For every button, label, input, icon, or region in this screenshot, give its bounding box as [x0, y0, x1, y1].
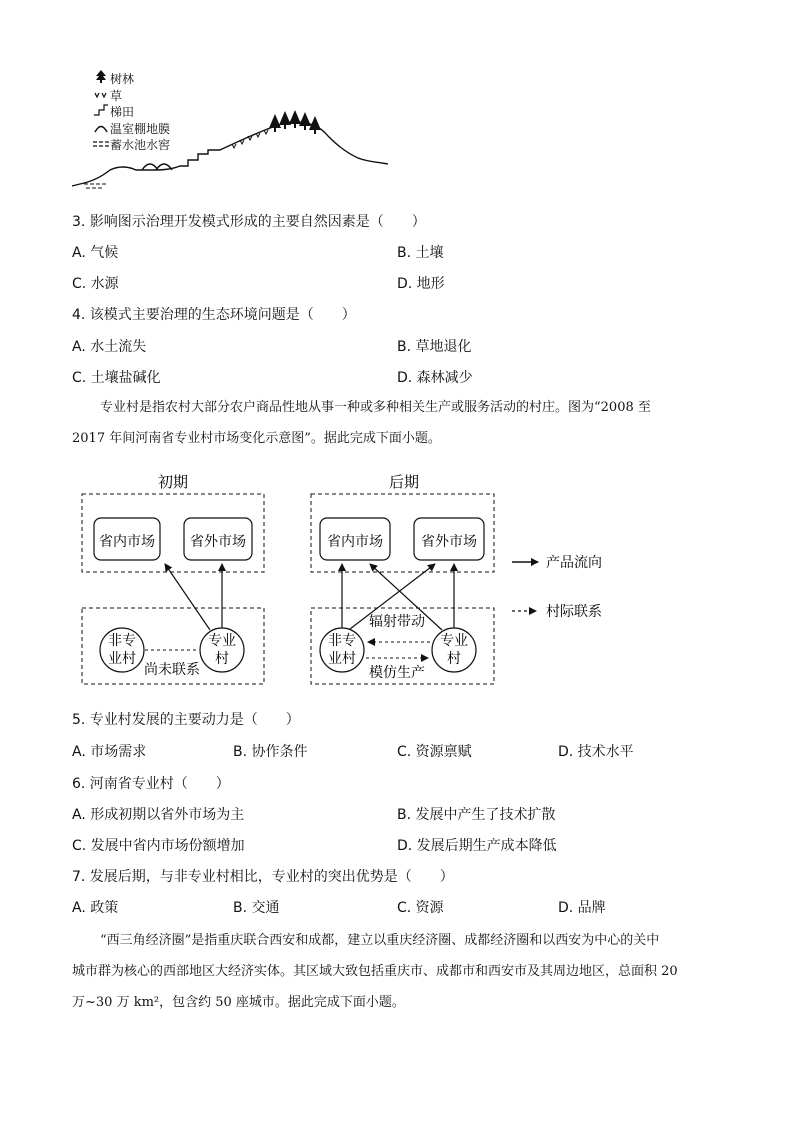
market-diagram [70, 466, 630, 692]
late-village-l2: 村 [447, 651, 461, 667]
early-arrow-in [165, 564, 210, 630]
late-market-in: 省内市场 [327, 534, 383, 550]
late-non-village-l2: 业村 [328, 651, 356, 667]
late-imitation: 模仿生产 [369, 665, 425, 681]
option-d[interactable]: D. 技术水平 [558, 744, 634, 760]
option-b[interactable]: B. 土壤 [397, 245, 444, 261]
passage2-line2: 城市群为核心的西部地区大经济实体。其区域大致包括重庆市、成都市和西安市及其周边地区，总面积 20 [72, 964, 678, 979]
early-market-in: 省内市场 [99, 534, 155, 550]
option-c[interactable]: C. 发展中省内市场份额增加 [72, 838, 245, 854]
question-stem: 3. 影响图示治理开发模式形成的主要自然因素是（ ） [72, 214, 426, 230]
legend-grass: 草 [92, 88, 122, 104]
early-village-l2: 村 [215, 651, 229, 667]
question-stem: 5. 专业村发展的主要动力是（ ） [72, 712, 300, 728]
early-non-village-l2: 业村 [108, 651, 136, 667]
option-b[interactable]: B. 协作条件 [233, 744, 308, 760]
option-b[interactable]: B. 交通 [233, 900, 280, 916]
legend-reservoir: 蓄水池水窖 [92, 137, 170, 153]
late-market-out: 省外市场 [421, 534, 477, 550]
late-village-l1: 专业 [440, 633, 468, 649]
early-market-out: 省外市场 [190, 534, 246, 550]
question-stem: 6. 河南省专业村（ ） [72, 776, 230, 792]
tree-icon [92, 70, 110, 87]
question-stem: 7. 发展后期，与非专业村相比，专业村的突出优势是（ ） [72, 869, 454, 885]
option-b[interactable]: B. 发展中产生了技术扩散 [397, 807, 556, 823]
option-a[interactable]: A. 气候 [72, 245, 119, 261]
passage1-line1: 专业村是指农村大部分农户商品性地从事一种或多种相关生产或服务活动的村庄。图为“2008 至 [100, 400, 651, 415]
legend-terrace: 梯田 [92, 104, 134, 120]
passage2-line3: 万~30 万 km²，包含约 50 座城市。据此完成下面小题。 [72, 995, 405, 1010]
option-d[interactable]: D. 森林减少 [397, 370, 473, 386]
early-title: 初期 [157, 473, 189, 491]
slope-profile [70, 108, 395, 193]
option-b[interactable]: B. 草地退化 [397, 339, 472, 355]
option-a[interactable]: A. 市场需求 [72, 744, 147, 760]
early-non-village-l1: 非专 [108, 633, 136, 649]
late-non-village-l1: 非专 [328, 633, 356, 649]
late-title: 后期 [388, 473, 420, 491]
legend-village-link: 村际联系 [546, 604, 602, 620]
early-village-l1: 专业 [208, 633, 236, 649]
option-d[interactable]: D. 发展后期生产成本降低 [397, 838, 557, 854]
option-c[interactable]: C. 土壤盐碱化 [72, 370, 161, 386]
option-a[interactable]: A. 政策 [72, 900, 119, 916]
early-relation: 尚未联系 [144, 662, 200, 678]
passage1-line2: 2017 年间河南省专业村市场变化示意图”。据此完成下面小题。 [72, 431, 441, 446]
option-d[interactable]: D. 地形 [397, 276, 445, 292]
late-radiation: 辐射带动 [369, 614, 425, 630]
option-c[interactable]: C. 资源 [397, 900, 444, 916]
legend-tree: 树林 [92, 70, 134, 86]
legend-product-flow: 产品流向 [546, 555, 602, 571]
option-a[interactable]: A. 水土流失 [72, 339, 147, 355]
question-stem: 4. 该模式主要治理的生态环境问题是（ ） [72, 307, 356, 323]
grass-icon [92, 88, 110, 104]
legend-greenhouse: 温室棚地膜 [92, 121, 170, 137]
option-a[interactable]: A. 形成初期以省外市场为主 [72, 807, 245, 823]
option-d[interactable]: D. 品牌 [558, 900, 606, 916]
option-c[interactable]: C. 资源禀赋 [397, 744, 472, 760]
option-c[interactable]: C. 水源 [72, 276, 119, 292]
passage2-line1: “西三角经济圈”是指重庆联合西安和成都，建立以重庆经济圈、成都经济圈和以西安为中心的关中 [100, 933, 660, 948]
